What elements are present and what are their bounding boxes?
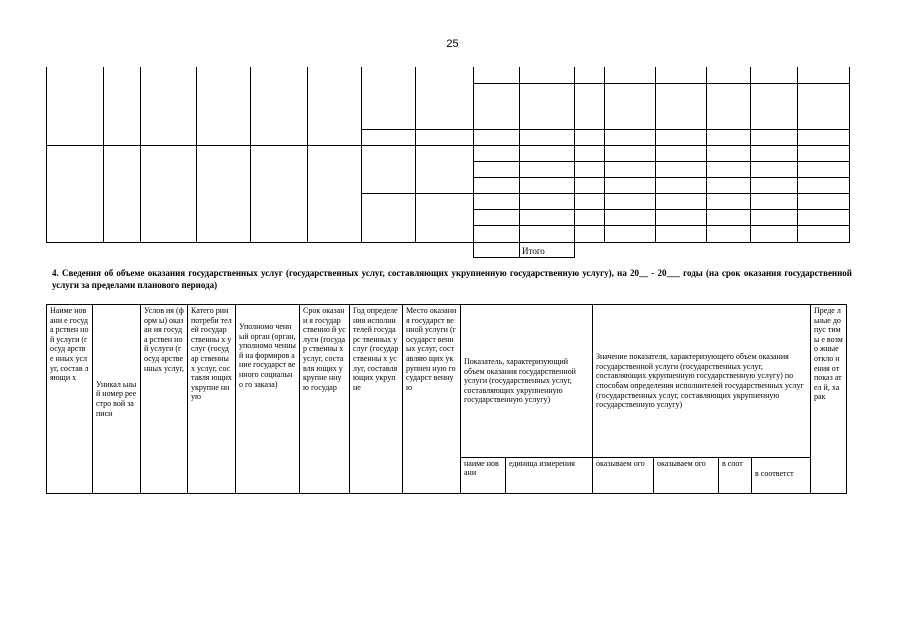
subheader-value-1: оказываем ого <box>593 457 654 493</box>
header-year-of-determination: Год определе ния исполни телей государс твенных услуг (государ ственны х услуг, составля ющих укрупне <box>350 305 403 494</box>
header-allowed-deviations: Преде льные допус тимы е возмо жные откло нения от показ ател й, харак <box>811 305 847 494</box>
header-authorized-body: Уполномо ченный орган (орган, уполномо ченный на формиров ание государст венного социально го заказа) <box>236 305 300 494</box>
continuation-table-grid <box>0 0 905 300</box>
header-service-name: Наиме новани е госуда рствен ной услуги (госуд арстве нных услуг, состав ляющи х <box>47 305 93 494</box>
page-number: 25 <box>446 38 459 50</box>
header-registry-number: Уникал ьный номер реестро вой записи <box>93 305 141 494</box>
header-indicator-value: Значение показателя, характеризующего объем оказания государственной услуги (государственных услуг, составляющих укрупненную государственную услугу) по способам определения исполнителей государственных услуг (государственных услуг, составляющих укрупненную государственную услугу) <box>593 305 811 458</box>
subheader-value-3: в соот <box>719 457 752 493</box>
subheader-indicator-name: наиме новани <box>461 457 506 493</box>
header-conditions: Услов ия (форм ы) оказан ия госуда рствен ной услуги (госуд арстве нных услуг, <box>141 305 188 494</box>
header-consumer-categories: Катего рии потреби телей государ ственны х услуг (государ ственны х услуг, составля ющих укрупне нную <box>188 305 236 494</box>
subheader-value-2: оказываем ого <box>654 457 719 493</box>
header-service-term: Срок оказани я государ ственно й услуги (государ ственны х услуг, составля ющих укрупне нную государ <box>300 305 350 494</box>
header-place-of-service: Место оказания государст венной услуги (государст венных услуг, составляю щих укрупнен ную государст венную <box>403 305 461 494</box>
header-volume-indicator: Показатель, характеризующий объем оказания государственной услуги (государственных услуг, составляющих укрупненную государственную услугу) <box>461 305 593 458</box>
section-heading: 4. Сведения об объеме оказания государственных услуг (государственных услуг, составляющих укрупненную государственную услугу), на 20__ - 20___ годы (на срок оказания государственной услуги за пределами планового периода) <box>52 268 852 290</box>
total-label: Итого <box>522 246 545 256</box>
subheader-unit: единица измерения <box>506 457 593 493</box>
subheader-value-4: в соответст <box>752 457 811 493</box>
volume-table <box>46 304 847 494</box>
